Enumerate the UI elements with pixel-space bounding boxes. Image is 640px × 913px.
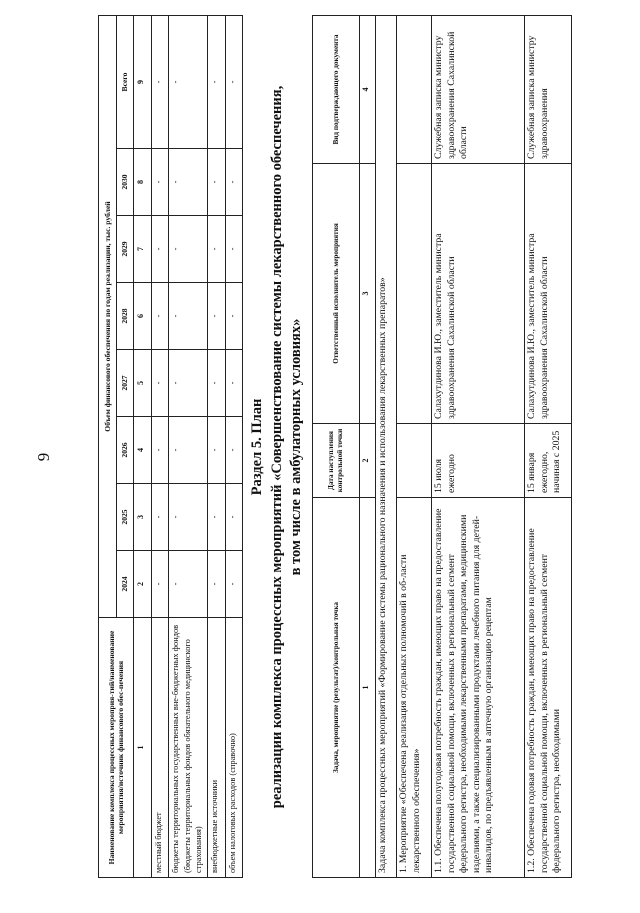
value-cell: -	[169, 16, 208, 149]
year-header: 2030	[116, 149, 134, 216]
value-cell: -	[208, 484, 226, 551]
value-cell: -	[169, 350, 208, 417]
value-cell: -	[208, 350, 226, 417]
plan-date: 15 января ежегодно, начиная с 2025	[525, 424, 572, 498]
value-cell: -	[225, 417, 243, 484]
value-cell: -	[169, 484, 208, 551]
source-name: объем налоговых расходов (справочно)	[225, 618, 243, 878]
finance-header-name: Наименование комплекса процессных мероприя-тий/наименование мероприятия/источник финансового обес-печения	[99, 618, 134, 878]
column-index: 1	[134, 618, 152, 878]
year-header: 2024	[116, 551, 134, 618]
value-cell: -	[151, 216, 169, 283]
column-index: 2	[360, 424, 376, 498]
plan-header: Задача, мероприятие (результат)/контрольная точка	[313, 498, 360, 878]
plan-document: Служебная записка министру здравоохранения Сахалинской области	[432, 16, 525, 164]
value-cell: -	[225, 350, 243, 417]
value-cell: -	[208, 149, 226, 216]
plan-responsible: Салахутдинова И.Ю., заместитель министра здравоохранения Сахалинской области	[525, 164, 572, 424]
plan-document	[397, 16, 432, 164]
value-cell: -	[208, 551, 226, 618]
plan-header: Вид подтверждающего документа	[313, 16, 360, 164]
value-cell: -	[169, 417, 208, 484]
column-index: 2	[134, 551, 152, 618]
value-cell: -	[225, 16, 243, 149]
finance-table	[98, 15, 243, 878]
value-cell: -	[151, 350, 169, 417]
year-header: 2027	[116, 350, 134, 417]
table-row	[208, 16, 226, 878]
value-cell: -	[208, 216, 226, 283]
value-cell: -	[151, 484, 169, 551]
column-index: 7	[134, 216, 152, 283]
value-cell: -	[225, 149, 243, 216]
plan-responsible: Салахутдинова И.Ю., заместитель министра здравоохранения Сахалинской области	[432, 164, 525, 424]
table-row	[151, 16, 169, 878]
column-index: 3	[360, 164, 376, 424]
table-row	[225, 16, 243, 878]
section-title: Раздел 5. План	[249, 398, 265, 496]
value-cell: -	[151, 149, 169, 216]
value-cell: -	[169, 283, 208, 350]
value-cell: -	[151, 16, 169, 149]
plan-date: 15 июля ежегодно	[432, 424, 525, 498]
source-name: местный бюджет	[151, 618, 169, 878]
year-header: 2029	[116, 216, 134, 283]
plan-task: 1. Мероприятие «Обеспечена реализация отдельных полномочий в об-ласти лекарственного обеспечения»	[397, 498, 432, 878]
value-cell: -	[208, 283, 226, 350]
finance-header-volume: Объем финансового обеспечения по годам реализации, тыс. рублей	[99, 16, 117, 618]
year-header: 2026	[116, 417, 134, 484]
year-header: 2028	[116, 283, 134, 350]
value-cell: -	[151, 551, 169, 618]
value-cell: -	[169, 216, 208, 283]
plan-date	[397, 424, 432, 498]
table-row	[397, 16, 432, 878]
section-subtitle: реализации комплекса процессных мероприятий «Совершенствование системы лекарственного обеспечения,	[269, 85, 285, 809]
page-number: 9	[34, 452, 53, 462]
table-row	[169, 16, 208, 878]
value-cell: -	[225, 551, 243, 618]
value-cell: -	[169, 149, 208, 216]
column-index: 8	[134, 149, 152, 216]
value-cell: -	[225, 283, 243, 350]
plan-task: 1.1. Обеспечена полугодовая потребность граждан, имеющих право на предоставление государственной социальной помощи, включенных в региональный сегмент федерального регистра, необходимыми лекарственными препаратами, медицинскими изделиями, а также специализированными продуктами лечебного питания для детей-инвалидов, по предъявленным в аптечную организацию рецептам	[432, 498, 525, 878]
value-cell: -	[225, 216, 243, 283]
column-index: 5	[134, 350, 152, 417]
plan-header: Ответственный исполнитель мероприятия	[313, 164, 360, 424]
column-index: 6	[134, 283, 152, 350]
year-header: 2025	[116, 484, 134, 551]
value-cell: -	[208, 16, 226, 149]
column-index: 9	[134, 16, 152, 149]
plan-responsible	[397, 164, 432, 424]
column-index: 4	[360, 16, 376, 164]
column-index: 1	[360, 498, 376, 878]
plan-table	[312, 15, 572, 878]
rotated-page-content	[98, 8, 640, 878]
plan-header: Дата наступления контрольной точки	[313, 424, 360, 498]
source-name: бюджеты территориальных государственных вне-бюджетных фондов (бюджеты территориальных фондов обязательного медицинского страхования)	[169, 618, 208, 878]
table-row	[432, 16, 525, 878]
total-header: Всего	[116, 16, 134, 149]
value-cell: -	[169, 551, 208, 618]
section-subtitle: в том числе в амбулаторных условиях»	[288, 318, 304, 576]
value-cell: -	[225, 484, 243, 551]
source-name: внебюджетные источники	[208, 618, 226, 878]
plan-document: Служебная записка министру здравоохранения	[525, 16, 572, 164]
value-cell: -	[151, 283, 169, 350]
value-cell: -	[208, 417, 226, 484]
column-index: 3	[134, 484, 152, 551]
column-index: 4	[134, 417, 152, 484]
table-row	[525, 16, 572, 878]
task-row: Задача комплекса процессных мероприятий «Формирование системы рационального назначения и использования лекарственных препаратов»	[376, 16, 397, 878]
plan-task: 1.2. Обеспечена годовая потребность граждан, имеющих право на предоставление государственной социальной помощи, включенных в региональный сегмент федерального регистра, необходимыми	[525, 498, 572, 878]
value-cell: -	[151, 417, 169, 484]
